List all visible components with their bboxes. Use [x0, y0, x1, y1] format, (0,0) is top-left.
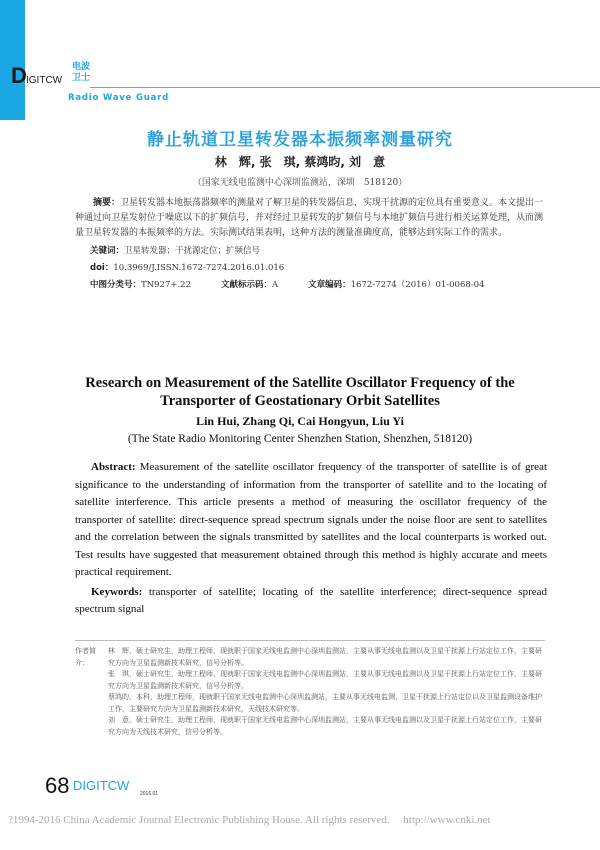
page-number: 68: [45, 773, 70, 798]
header-color-bar: [0, 0, 25, 120]
cn-abstract-label: 摘要：: [93, 198, 121, 208]
en-abstract: [75, 459, 547, 582]
en-keywords-label: Keywords:: [91, 585, 143, 598]
bio-list: [108, 646, 545, 738]
bio-text: 硕士研究生，助理工程师，现就职于国家无线电监测中心深圳监测站，主要从事无线电监测以及卫星干扰源上行站定位工作，主要研究方向为天线技术研究，信号分析等。: [108, 716, 542, 736]
cn-affiliation: （国家无线电监测中心深圳监测站，深圳 518120）: [192, 178, 408, 188]
bio-name: 林 辉，: [108, 647, 136, 655]
journal-logo-text: IGITCW: [26, 75, 63, 86]
en-abstract-text: Measurement of the satellite oscillator frequency of the transporter of satellite is of great significance to the understanding of information from the transporter of satellite and to the locating of satellite interference. This article presents a method of measuring the oscillator frequency of the transporter of satellite: direct-sequence spread spectrum signals under the noise floor are sent to satellites and the correlation between the signals transmitted by satellites and the local counterparts is worked out. Test results have suggested that measurement obtained through this method is highly accurate and meets practical requirement.: [75, 461, 547, 578]
bio-item: [108, 669, 545, 692]
en-front-matter: [75, 459, 547, 619]
header-divider: [90, 87, 600, 88]
copyright: ?1994-2016 China Academic Journal Electronic Publishing House. All rights reserved. http://www.cnki.net: [8, 814, 491, 826]
logo-cn-line1: 电波: [72, 62, 91, 72]
cn-authors: 林 辉, 张 琪, 蔡鸿昀, 刘 意: [214, 155, 386, 169]
bio-name: 蔡鸿昀，: [108, 693, 136, 701]
en-keywords: [75, 584, 547, 619]
bio-text: 本科，助理工程师，现就职于国家无线电监测中心深圳监测站，主要从事无线电监测、卫星干扰源上行站定位以及卫星监测设备维护工作，主要研究方向为卫星监测新技术研究，天线技术研究等。: [108, 693, 542, 713]
en-authors: Lin Hui, Zhang Qi, Cai Hongyun, Liu Yi: [196, 414, 404, 428]
cn-keywords-text: 卫星转发器；干扰源定位；扩频信号: [124, 246, 261, 256]
bio-name: 刘 意，: [108, 716, 136, 724]
footer-issue: 2016.01: [140, 791, 159, 797]
cn-keywords: [90, 244, 547, 258]
article-code-value: 1672-7274（2016）01-0068-04: [350, 280, 485, 290]
en-title-line2: Transporter of Geostationary Orbit Satellites: [160, 393, 440, 409]
article-code-label: 文章编码：: [308, 280, 351, 290]
bio-name: 张 琪，: [108, 670, 136, 678]
journal-logo-d: D: [11, 63, 27, 88]
clc-value: TN927+.22: [141, 280, 191, 290]
bio-label: 作者简介：: [75, 647, 96, 667]
bio-text: 硕士研究生，助理工程师，现就职于国家无线电监测中心深圳监测站，主要从事无线电监测以及卫星干扰源上行站定位工作，主要研究方向为卫星监测新技术研究，信号分析等。: [108, 647, 542, 667]
bio-item: [108, 715, 545, 738]
cn-abstract: [75, 196, 547, 241]
journal-logo-cn: [72, 62, 90, 84]
footnote-divider: [75, 640, 545, 641]
author-bios: [75, 646, 545, 738]
doi: [90, 261, 547, 275]
footer-journal: DIGITCW: [73, 778, 130, 793]
bio-item: [108, 692, 545, 715]
en-title: [0, 374, 600, 410]
doc-code-value: A: [272, 280, 279, 290]
bio-item: [108, 646, 545, 669]
classification-line: [90, 278, 547, 292]
en-title-line1: Research on Measurement of the Satellite Oscillator Frequency of the: [85, 375, 515, 391]
journal-name-en: Radio Wave Guard: [68, 93, 169, 103]
clc-label: 中图分类号：: [90, 280, 142, 290]
cn-title: 静止轨道卫星转发器本振频率测量研究: [147, 130, 453, 150]
cn-keywords-label: 关键词：: [90, 246, 125, 256]
doi-value: 10.3969/J.ISSN.1672-7274.2016.01.016: [113, 263, 285, 273]
en-abstract-label: Abstract:: [91, 461, 136, 473]
doc-code-label: 文献标示码：: [221, 280, 273, 290]
cn-front-matter: [75, 196, 547, 292]
logo-cn-line2: 卫士: [72, 73, 91, 83]
cn-abstract-text: 卫星转发器本地振荡器频率的测量对了解卫星的转发器信息，实现干扰源的定位具有重要意义。本文提出一种通过向卫星发射位于噪底以下的扩频信号，并对经过卫星转发的扩频信号与本地扩频信号进行相关运算处理，从而测量卫星转发器的本振频率的方法。实际测试结果表明，这种方法的测量准确度高，能够达到实际工作的需求。: [75, 198, 544, 238]
doi-label: doi：: [90, 263, 114, 273]
en-keywords-text: transporter of satellite; locating of the satellite interference; direct-sequence spread spectrum signal: [75, 585, 547, 615]
en-affiliation: (The State Radio Monitoring Center Shenzhen Station, Shenzhen, 518120): [127, 433, 473, 445]
bio-text: 硕士研究生，助理工程师，现就职于国家无线电监测中心深圳监测站，主要从事无线电监测以及卫星干扰源上行站定位工作，主要研究方向为卫星监测新技术研究，信号分析等。: [108, 670, 542, 690]
